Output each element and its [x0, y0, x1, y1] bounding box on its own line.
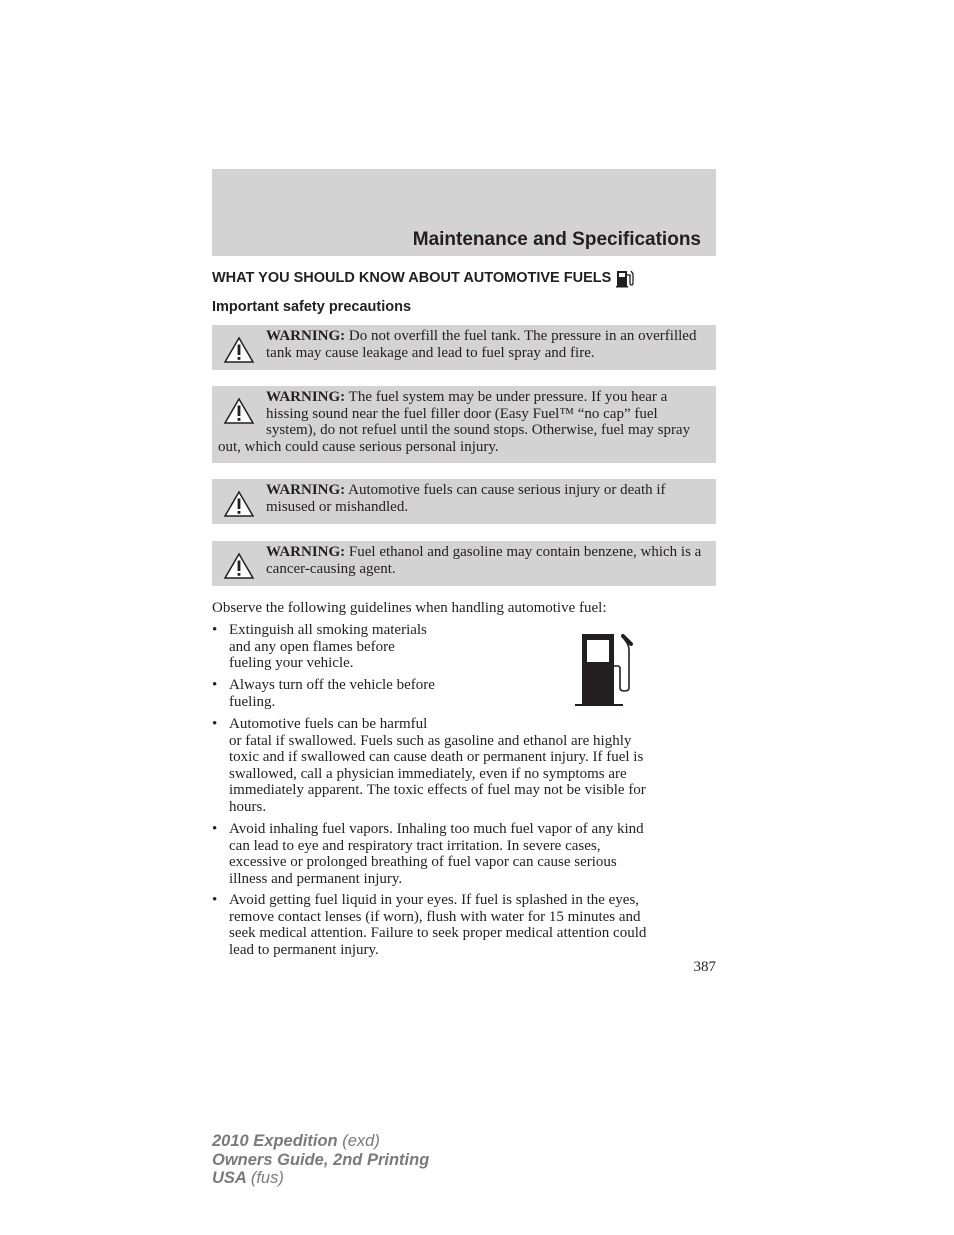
fuel-pump-icon — [616, 268, 634, 288]
list-item-line: lead to permanent injury. — [229, 941, 379, 958]
warning-box — [212, 386, 716, 463]
chapter-header-band — [212, 169, 716, 256]
bullet-dot: • — [212, 622, 218, 638]
warning-text: Do not overfill the fuel tank. The pressure in an overfilled tank may cause leakage and lead to fuel spray and fire. — [266, 328, 697, 361]
list-item-line: hours. — [229, 798, 267, 815]
list-item-line: immediately apparent. The toxic effects of fuel may not be visible for — [229, 782, 646, 798]
section-subtitle: Important safety precautions — [212, 299, 412, 315]
warning-text: Automotive fuels can cause serious injury or death if misused or mishandled. — [266, 482, 666, 515]
warning-label: WARNING: — [266, 389, 346, 405]
list-item-line: remove contact lenses (if worn), flush with water for 15 minutes and — [229, 908, 641, 925]
list-item-line: can lead to eye and respiratory tract irritation. In severe cases, — [229, 837, 601, 854]
list-item-line: Avoid inhaling fuel vapors. Inhaling too much fuel vapor of any kind — [229, 821, 644, 837]
chapter-title: Maintenance and Specifications — [412, 229, 701, 250]
warning-text: Fuel ethanol and gasoline may contain benzene, which is a cancer-causing agent. — [266, 544, 702, 577]
warning-box — [212, 325, 716, 370]
page-number: 387 — [693, 959, 716, 975]
list-item-line: Avoid getting fuel liquid in your eyes. If fuel is splashed in the eyes, — [229, 892, 640, 908]
section-title — [212, 268, 634, 288]
bullet-dot: • — [212, 892, 218, 908]
warning-label: WARNING: — [266, 328, 346, 344]
footer-printing: Owners Guide, 2nd Printing — [212, 1150, 430, 1169]
warning-label: WARNING: — [266, 544, 346, 560]
warning-triangle-icon — [223, 552, 255, 580]
footer-region-code: (fus) — [250, 1169, 284, 1187]
list-item-line: seek medical attention. Failure to seek proper medical attention could — [229, 925, 647, 941]
warning-triangle-icon — [223, 490, 255, 518]
bullet-dot: • — [212, 716, 218, 732]
warning-box — [212, 541, 716, 586]
fuel-pump-icon — [574, 632, 636, 708]
list-item-line: fueling your vehicle. — [229, 655, 354, 671]
warning-label: WARNING: — [266, 482, 346, 498]
list-item-line: swallowed, call a physician immediately, even if no symptoms are — [229, 765, 627, 782]
warning-box — [212, 479, 716, 524]
list-item-line: fueling. — [229, 693, 276, 710]
list-item-line: or fatal if swallowed. Fuels such as gasoline and ethanol are highly — [229, 732, 632, 749]
bullet-dot: • — [212, 821, 218, 837]
list-item-line: and any open flames before — [229, 638, 395, 655]
warning-text: The fuel system may be under pressure. If you hear a hissing sound near the fuel filler door (Easy Fuel™ “no cap” fuel system), do not refuel until the sound stops. Otherwise, fuel may spray out, which could cause serious personal injury. — [218, 389, 691, 455]
footer-model: 2010 Expedition — [212, 1132, 338, 1150]
warning-triangle-icon — [223, 397, 255, 425]
warning-triangle-icon — [223, 336, 255, 364]
list-item-line: excessive or prolonged breathing of fuel vapor can cause serious — [229, 854, 617, 870]
intro-paragraph: Observe the following guidelines when handling automotive fuel: — [212, 600, 607, 616]
footer-region: USA — [212, 1169, 247, 1187]
footer-model-code: (exd) — [342, 1132, 380, 1150]
list-item-line: toxic and if swallowed can cause death or permanent injury. If fuel is — [229, 749, 644, 765]
list-item-line: illness and permanent injury. — [229, 870, 403, 887]
section-title-text: WHAT YOU SHOULD KNOW ABOUT AUTOMOTIVE FUELS — [212, 270, 612, 286]
list-item-line: Automotive fuels can be harmful — [229, 716, 428, 732]
footer — [212, 1132, 429, 1188]
list-item-line: Always turn off the vehicle before — [229, 677, 435, 693]
bullet-dot: • — [212, 677, 218, 693]
list-item-line: Extinguish all smoking materials — [229, 622, 427, 638]
